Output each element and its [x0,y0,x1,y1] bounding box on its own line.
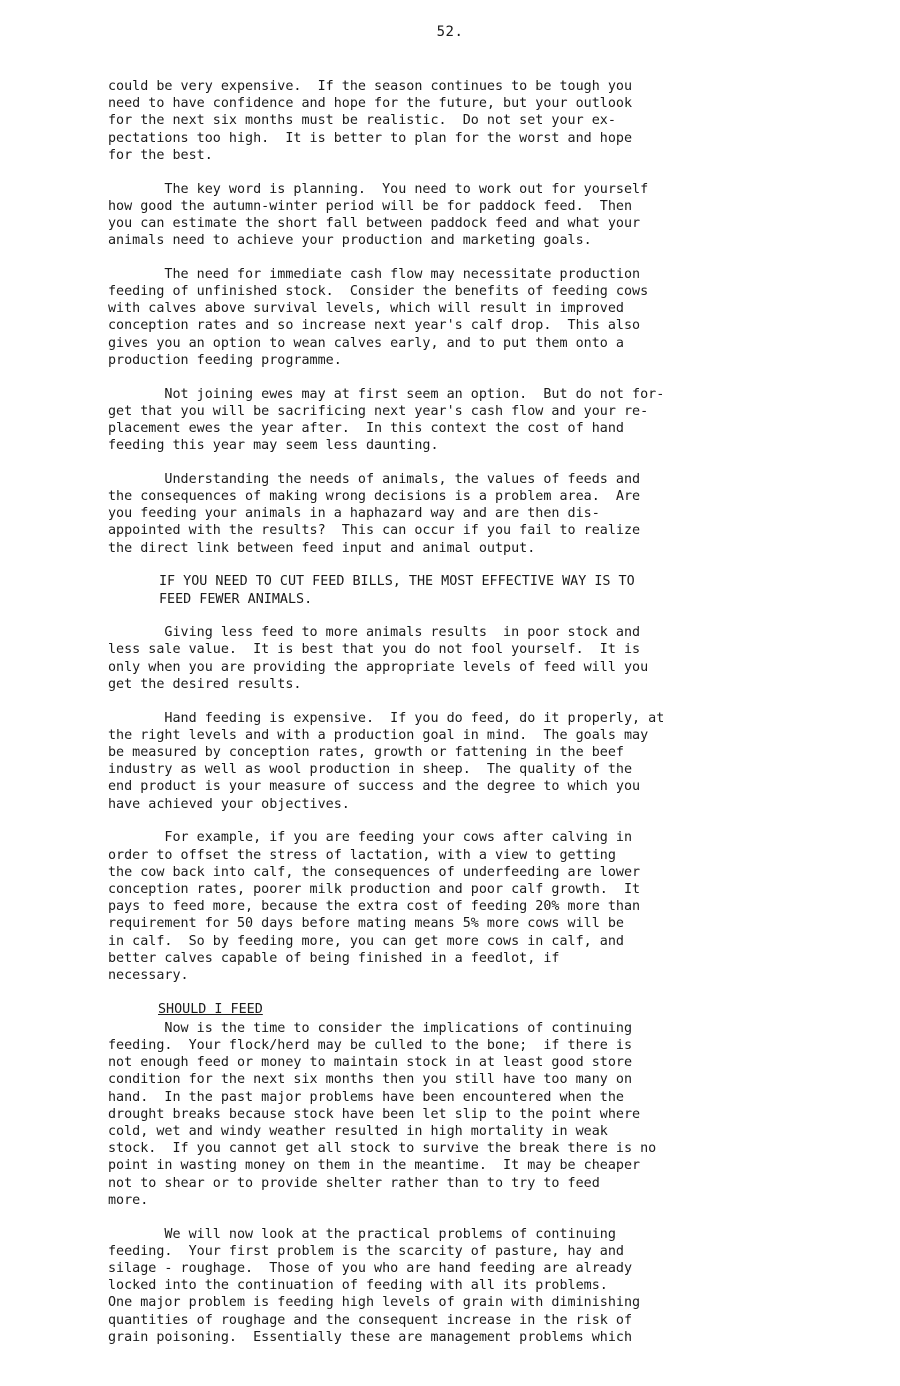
section-heading: SHOULD I FEED [158,1001,263,1017]
paragraph: We will now look at the practical problems of continuing feeding. Your first problem is the scarcity of pasture, hay and silage - roughage. Those of you who are hand feeding are already locked into the continuation of feeding with all its problems. One major problem is feeding high levels of grain with diminishing quantities of roughage and the consequent increase in the risk of grain poisoning. Essentially these are management problems which [108,1226,641,1345]
body-text [108,78,798,1363]
paragraph: Understanding the needs of animals, the values of feeds and the consequences of making wrong decisions is a problem area. Are you feeding your animals in a haphazard way and are then dis- appointed with the results? This can occur if you fail to realize the direct link between feed input and animal output. [108,471,641,556]
paragraph: For example, if you are feeding your cows after calving in order to offset the stress of lactation, with a view to getting the cow back into calf, the consequences of underfeeding are lower conception rates, poorer milk production and poor calf growth. It pays to feed more, because the extra cost of feeding 20% more than requirement for 50 days before mating means 5% more cows will be in calf. So by feeding more, you can get more cows in calf, and better calves capable of being finished in a feedlot, if necessary. [108,830,641,983]
emphasis-statement: IF YOU NEED TO CUT FEED BILLS, THE MOST EFFECTIVE WAY IS TO FEED FEWER ANIMALS. [159,574,635,607]
page-number: 52. [436,24,464,40]
paragraph: The need for immediate cash flow may necessitate production feeding of unfinished stock. Consider the benefits of feeding cows with calves above survival levels, which will result in improved conception rates and so increase next year's calf drop. This also gives you an option to wean calves early, and to put them onto a production feeding programme. [108,266,649,368]
paragraph: Hand feeding is expensive. If you do feed, do it properly, at the right levels and with a production goal in mind. The goals may be measured by conception rates, growth or fattening in the beef industry as well as wool production in sheep. The quality of the end product is your measure of success and the degree to which you have achieved your objectives. [108,710,665,812]
paragraph: could be very expensive. If the season continues to be tough you need to have confidence and hope for the future, but your outlook for the next six months must be realistic. Do not set your ex- pectations too high. It is better to plan for the worst and hope for the best. [108,79,633,163]
paragraph: Now is the time to consider the implications of continuing feeding. Your flock/herd may be culled to the bone; if there is not enough feed or money to maintain stock in at least good store condition for the next six months then you still have too many on hand. In the past major problems have been encountered when the drought breaks because stock have been let slip to the point where cold, wet and windy weather resulted in high mortality in weak stock. If you cannot get all stock to survive the break there is no point in wasting money on them in the meantime. It may be cheaper not to shear or to provide shelter rather than to try to feed more. [108,1020,657,1208]
paragraph: The key word is planning. You need to work out for yourself how good the autumn-winter period will be for paddock feed. Then you can estimate the short fall between paddock feed and what your animals need to achieve your production and marketing goals. [108,181,649,249]
paragraph: Giving less feed to more animals results in poor stock and less sale value. It is best that you do not fool yourself. It is only when you are providing the appropriate levels of feed will you get the desired results. [108,625,649,692]
paragraph: Not joining ewes may at first seem an option. But do not for- get that you will be sacrificing next year's cash flow and your re- placement ewes the year after. In this context the cost of hand feeding this year may seem less daunting. [108,386,665,454]
